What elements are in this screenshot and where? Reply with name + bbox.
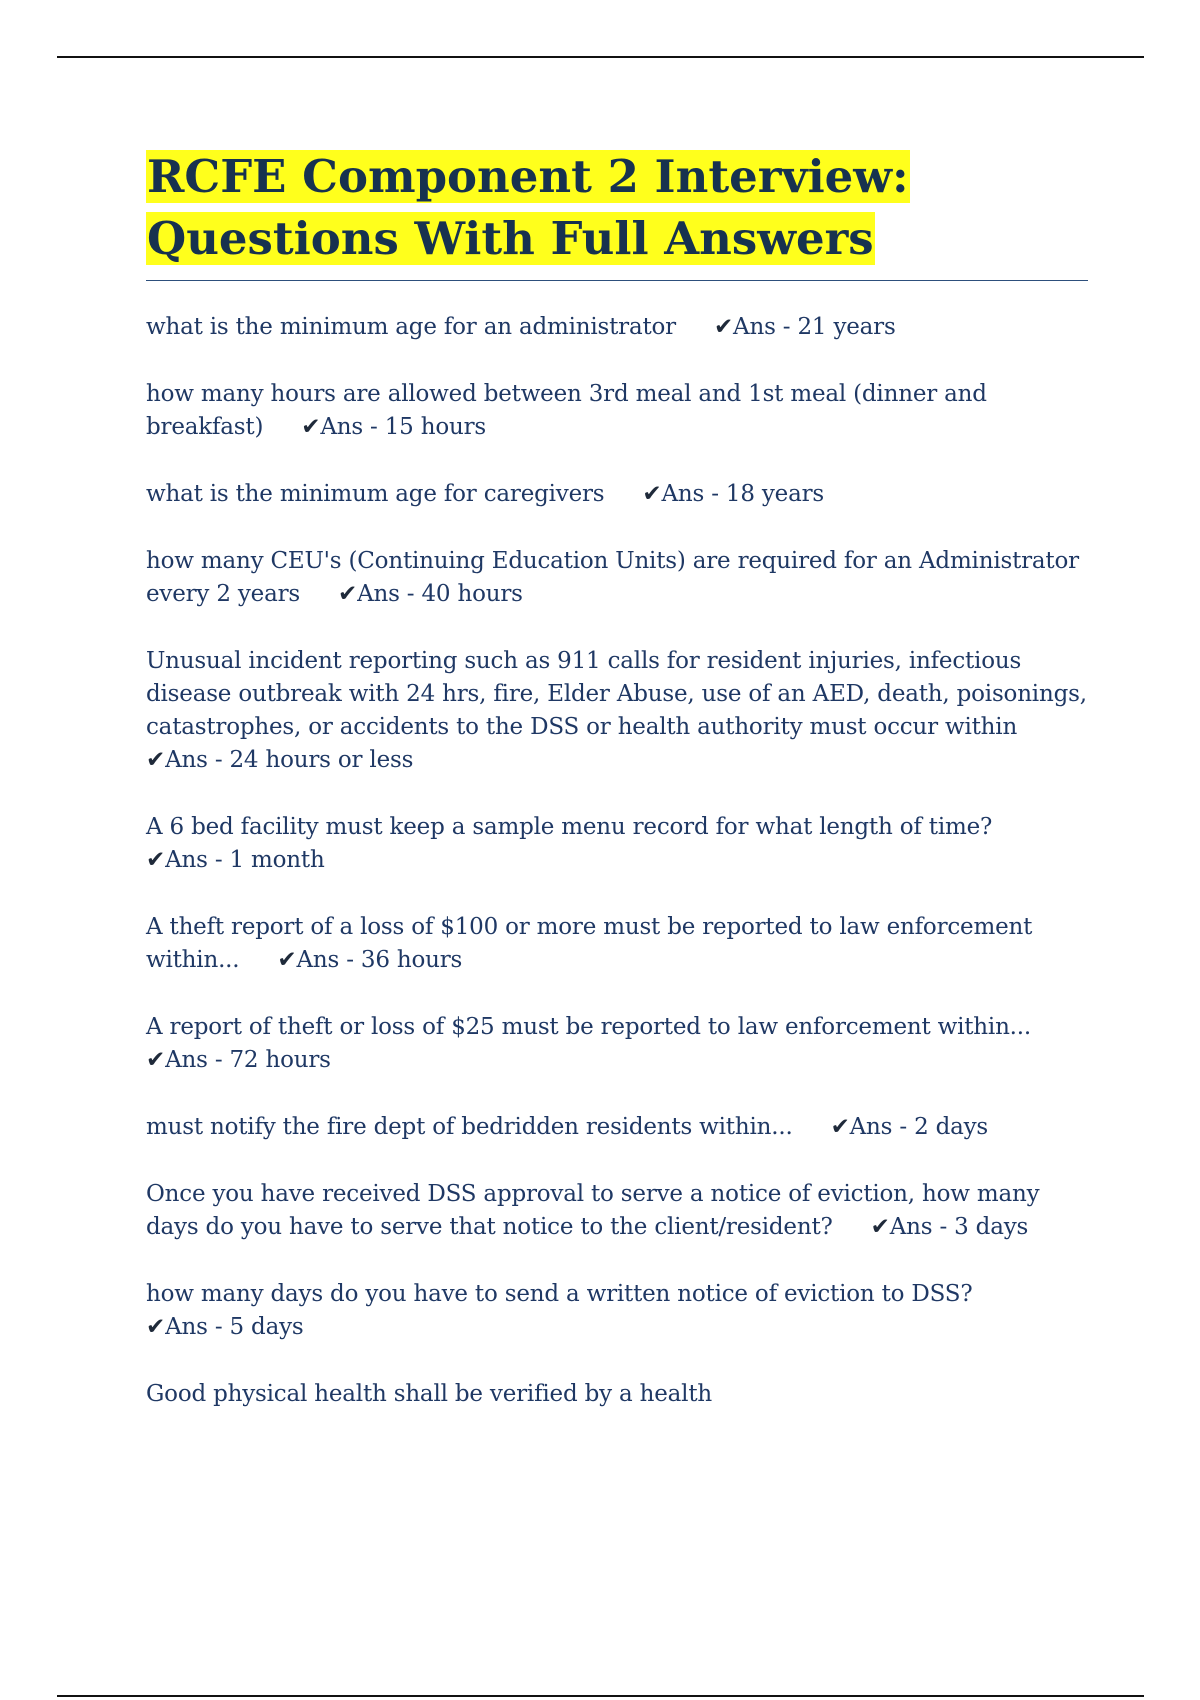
document-title xyxy=(146,146,1088,270)
checkmark-icon: ✔ xyxy=(642,481,662,507)
qa-item xyxy=(146,478,1088,511)
question-text: A theft report of a loss of $100 or more must be reported to law enforcement within... xyxy=(146,914,1033,973)
question-text: what is the minimum age for an administrator xyxy=(146,314,676,340)
document-body xyxy=(146,146,1088,1445)
answer-text: 21 years xyxy=(797,314,896,340)
answer-prefix: Ans - xyxy=(320,414,385,440)
question-text: A report of theft or loss of $25 must be reported to law enforcement within... xyxy=(146,1014,1032,1040)
answer-text: 72 hours xyxy=(229,1047,331,1073)
trailing-paragraph: Good physical health shall be verified by a health xyxy=(146,1381,712,1407)
question-text: must notify the fire dept of bedridden residents within... xyxy=(146,1114,793,1140)
question-text: how many days do you have to send a written notice of eviction to DSS? xyxy=(146,1281,973,1307)
qa-item xyxy=(146,1178,1088,1244)
qa-item xyxy=(146,378,1088,444)
checkmark-icon: ✔ xyxy=(146,1047,166,1073)
checkmark-icon: ✔ xyxy=(277,947,297,973)
question-text: how many hours are allowed between 3rd meal and 1st meal (dinner and breakfast) xyxy=(146,381,987,440)
answer-text: 1 month xyxy=(229,847,325,873)
qa-item xyxy=(146,1011,1088,1077)
answer-text: 36 hours xyxy=(360,947,463,973)
answer-prefix: Ans - xyxy=(165,747,230,773)
answer-prefix: Ans - xyxy=(889,1214,955,1240)
title-underline xyxy=(146,280,1088,281)
checkmark-icon: ✔ xyxy=(870,1214,890,1240)
qa-item xyxy=(146,811,1088,877)
question-text: how many CEU's (Continuing Education Units) are required for an Administrator every 2 years xyxy=(146,548,1079,607)
answer-prefix: Ans - xyxy=(357,581,422,607)
answer-prefix: Ans - xyxy=(165,847,230,873)
answer-prefix: Ans - xyxy=(165,1047,230,1073)
question-text: A 6 bed facility must keep a sample menu record for what length of time? xyxy=(146,814,993,840)
answer-prefix: Ans - xyxy=(733,314,798,340)
answer-prefix: Ans - xyxy=(849,1114,915,1140)
page-top-rule xyxy=(57,56,1144,58)
answer-text: 18 years xyxy=(725,481,824,507)
answer-prefix: Ans - xyxy=(661,481,726,507)
question-text: Once you have received DSS approval to serve a notice of eviction, how many days do you have to serve that notice to the client/resident? xyxy=(146,1181,1040,1240)
answer-text: 5 days xyxy=(229,1314,304,1340)
qa-item xyxy=(146,1278,1088,1344)
page-bottom-rule xyxy=(57,1695,1144,1697)
answer-prefix: Ans - xyxy=(165,1314,230,1340)
answer-text: 40 hours xyxy=(421,581,523,607)
answer-text: 24 hours or less xyxy=(229,747,414,773)
answer-prefix: Ans - xyxy=(296,947,361,973)
checkmark-icon: ✔ xyxy=(146,747,166,773)
question-text: what is the minimum age for caregivers xyxy=(146,481,605,507)
answer-text: 15 hours xyxy=(384,414,486,440)
checkmark-icon: ✔ xyxy=(301,414,321,440)
answer-text: 2 days xyxy=(914,1114,989,1140)
checkmark-icon: ✔ xyxy=(713,314,734,340)
answer-text: 3 days xyxy=(954,1214,1029,1240)
qa-list xyxy=(146,311,1088,1411)
checkmark-icon: ✔ xyxy=(337,581,358,607)
checkmark-icon: ✔ xyxy=(146,1314,166,1340)
question-text: Unusual incident reporting such as 911 calls for resident injuries, infectious disease outbreak with 24 hrs, fire, Elder Abuse, use of an AED, death, poisonings, catastrophes, or accidents to the DSS or health authority must occur within xyxy=(146,648,1087,740)
qa-item xyxy=(146,1111,1088,1144)
qa-item xyxy=(146,645,1088,777)
checkmark-icon: ✔ xyxy=(830,1114,850,1140)
qa-item xyxy=(146,311,1088,344)
checkmark-icon: ✔ xyxy=(146,847,166,873)
qa-item xyxy=(146,911,1088,977)
qa-item xyxy=(146,545,1088,611)
title-line-1: RCFE Component 2 Interview: xyxy=(147,150,909,203)
title-line-2: Questions With Full Answers xyxy=(147,212,874,265)
